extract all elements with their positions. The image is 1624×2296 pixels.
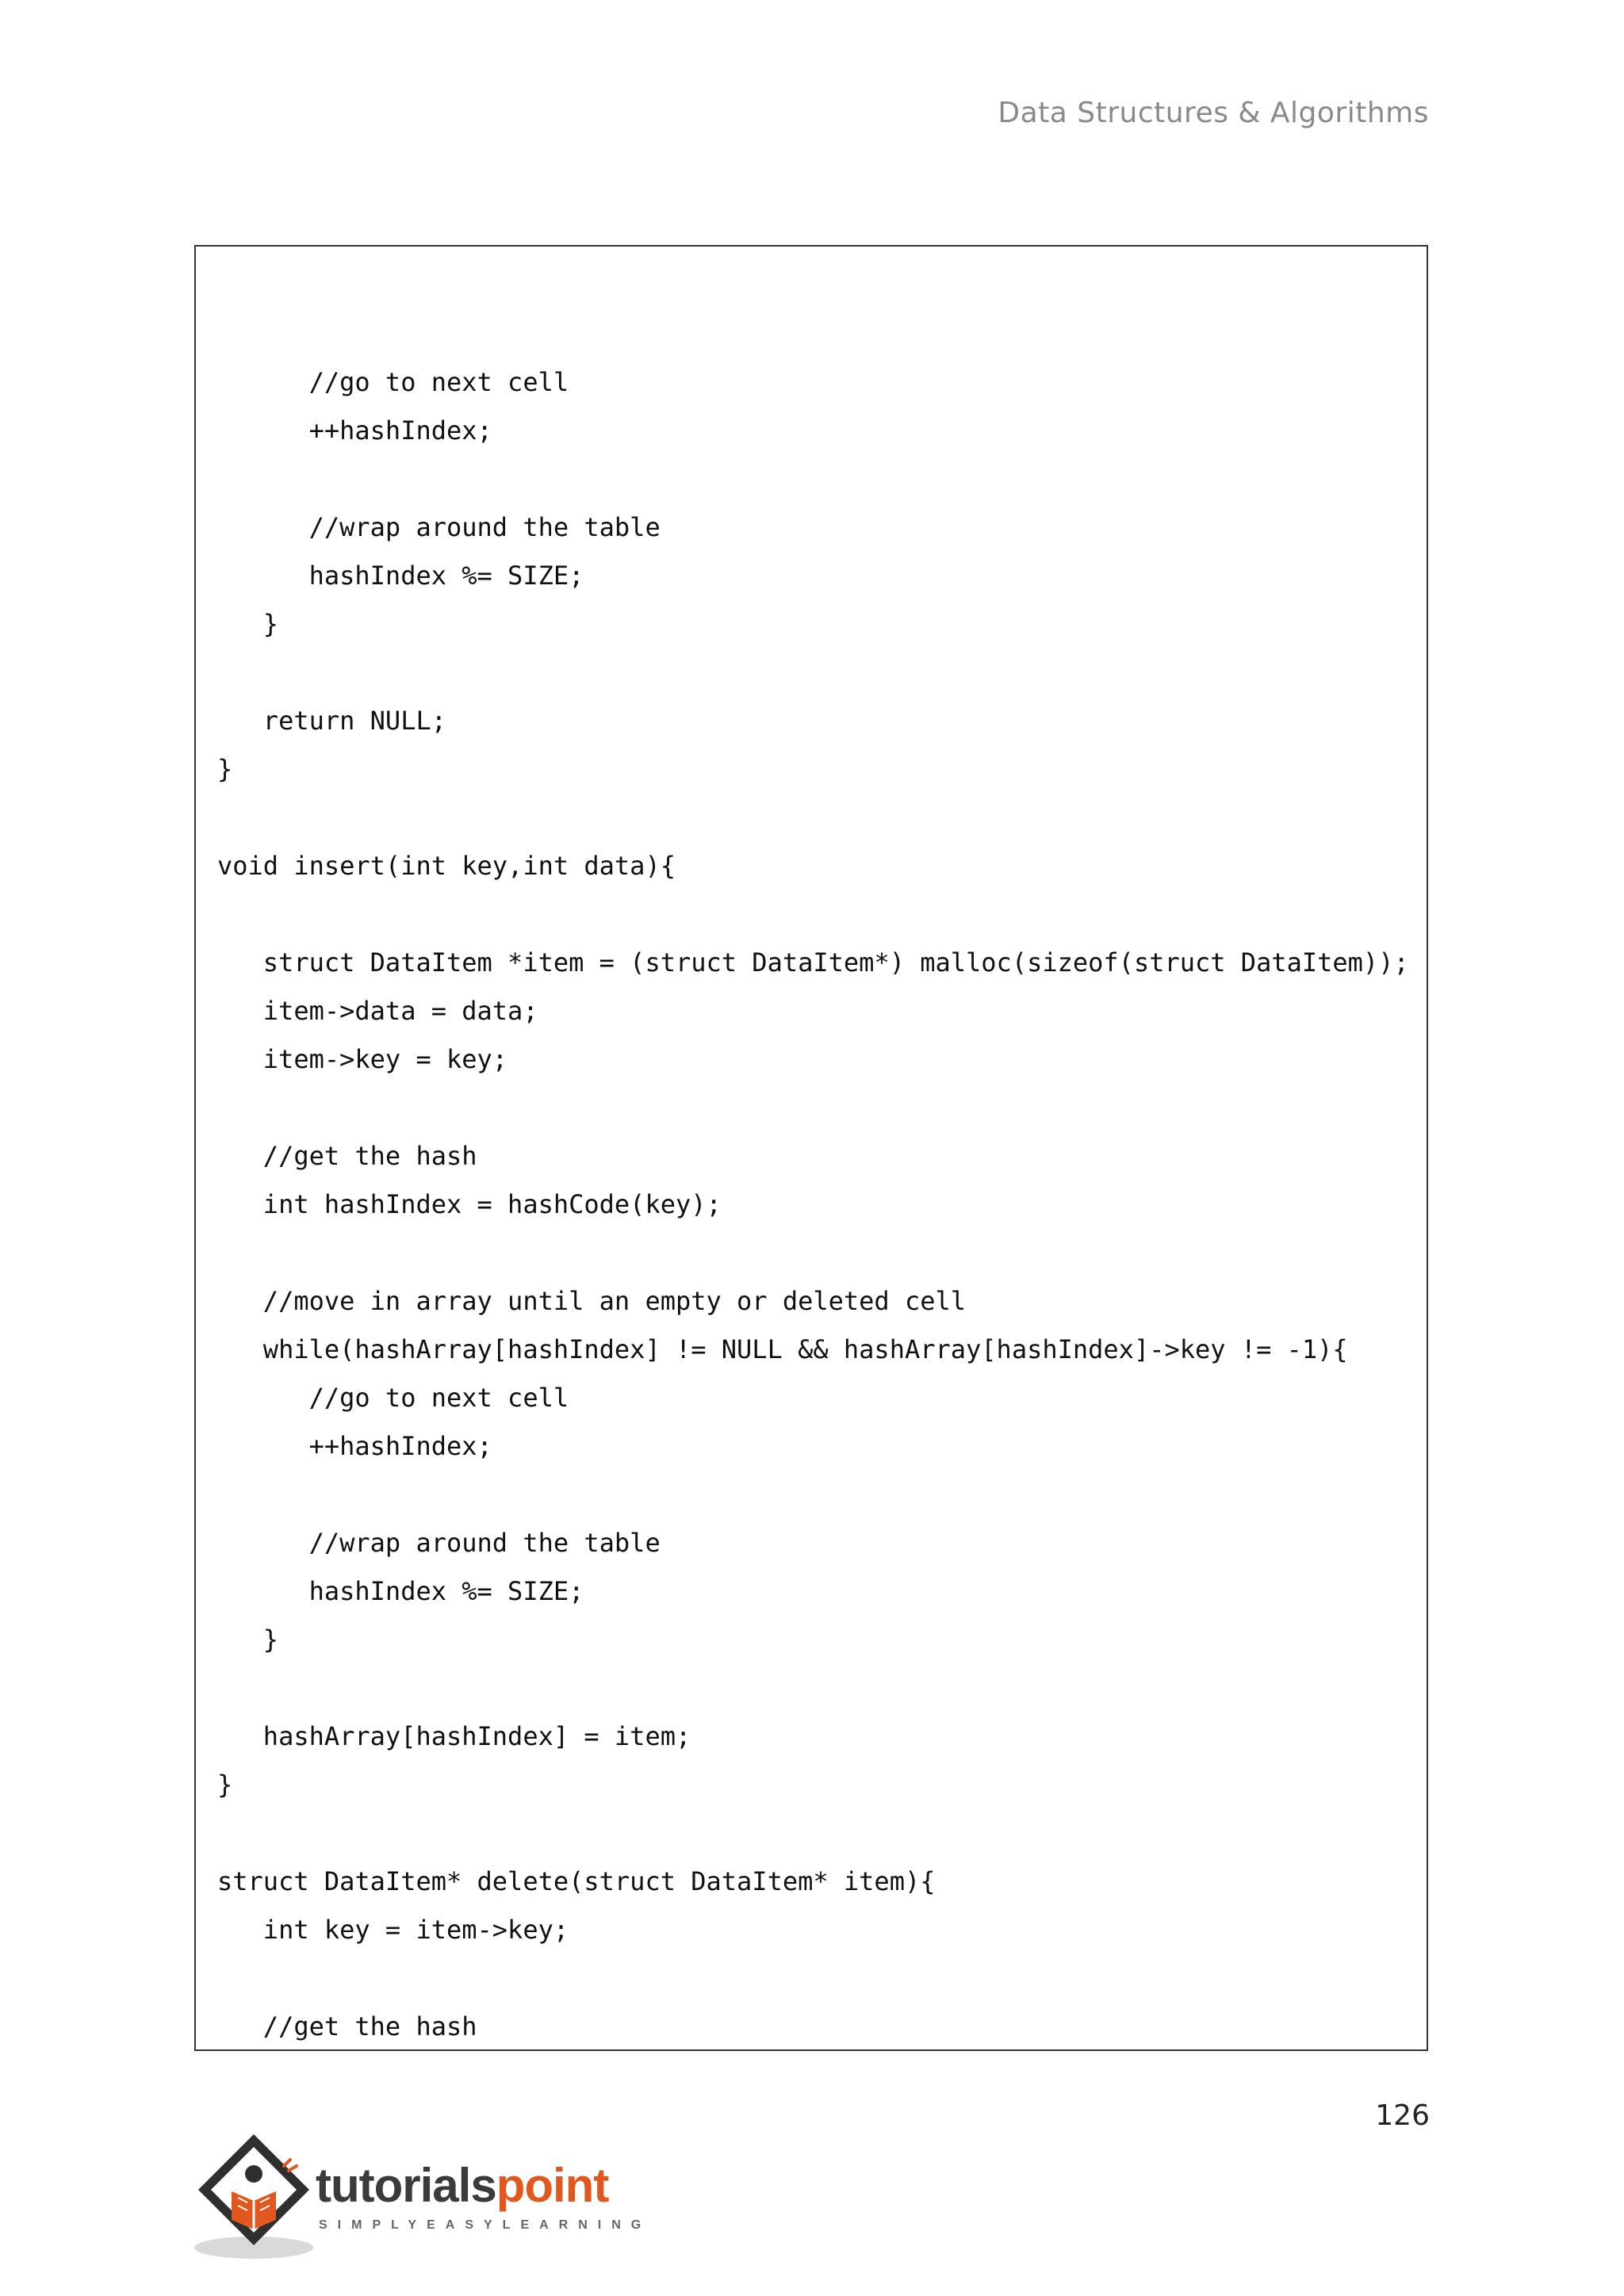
code-line: struct DataItem *item = (struct DataItem*) malloc(sizeof(struct DataItem)); xyxy=(217,947,1409,978)
code-line xyxy=(217,1229,1409,1277)
code-line: //get the hash xyxy=(217,1141,477,1171)
code-line: //move in array until an empty or deleted cell xyxy=(217,1286,967,1316)
code-line: } xyxy=(217,1770,233,1800)
running-header-title: Data Structures & Algorithms xyxy=(998,97,1429,129)
code-line xyxy=(217,1664,1409,1712)
code-line: hashIndex %= SIZE; xyxy=(217,561,584,591)
code-line: int hashIndex = hashCode(key); xyxy=(217,1189,722,1219)
logo-wordmark xyxy=(316,2158,608,2213)
code-line xyxy=(217,1809,1409,1858)
code-line xyxy=(217,1954,1409,2003)
logo-word-point: point xyxy=(496,2159,609,2212)
code-line: hashArray[hashIndex] = item; xyxy=(217,1721,691,1751)
page-number: 126 xyxy=(1375,2099,1430,2132)
code-line: //get the hash xyxy=(217,2011,477,2042)
tutorialspoint-logo xyxy=(190,2125,652,2267)
code-line: //go to next cell xyxy=(217,1383,569,1413)
code-line xyxy=(217,1084,1409,1132)
code-line: } xyxy=(217,1624,279,1655)
code-block xyxy=(194,245,1428,2051)
logo-word-tutorials: tutorials xyxy=(316,2159,496,2212)
logo-emblem-icon xyxy=(190,2125,325,2267)
code-line: ++hashIndex; xyxy=(217,1431,492,1461)
code-line: } xyxy=(217,754,233,784)
code-line: //go to next cell xyxy=(217,367,569,397)
code-line: ++hashIndex; xyxy=(217,415,492,446)
code-line: item->data = data; xyxy=(217,996,538,1026)
code-line: item->key = key; xyxy=(217,1044,508,1074)
code-lines xyxy=(217,358,1409,2051)
code-line: return NULL; xyxy=(217,706,446,736)
code-line xyxy=(217,890,1409,939)
code-line: //wrap around the table xyxy=(217,512,661,542)
code-line: while(hashArray[hashIndex] != NULL && hashArray[hashIndex]->key != -1){ xyxy=(217,1334,1348,1364)
code-line xyxy=(217,794,1409,842)
code-line: hashIndex %= SIZE; xyxy=(217,1576,584,1606)
code-line: } xyxy=(217,609,279,639)
logo-tagline: SIMPLYEASYLEARNING xyxy=(319,2218,652,2232)
code-line xyxy=(217,1471,1409,1519)
code-line: int key = item->key; xyxy=(217,1915,569,1945)
code-line xyxy=(217,455,1409,503)
code-line: //wrap around the table xyxy=(217,1528,661,1558)
code-line: void insert(int key,int data){ xyxy=(217,851,676,881)
code-line xyxy=(217,649,1409,697)
code-line: struct DataItem* delete(struct DataItem* item){ xyxy=(217,1866,936,1896)
